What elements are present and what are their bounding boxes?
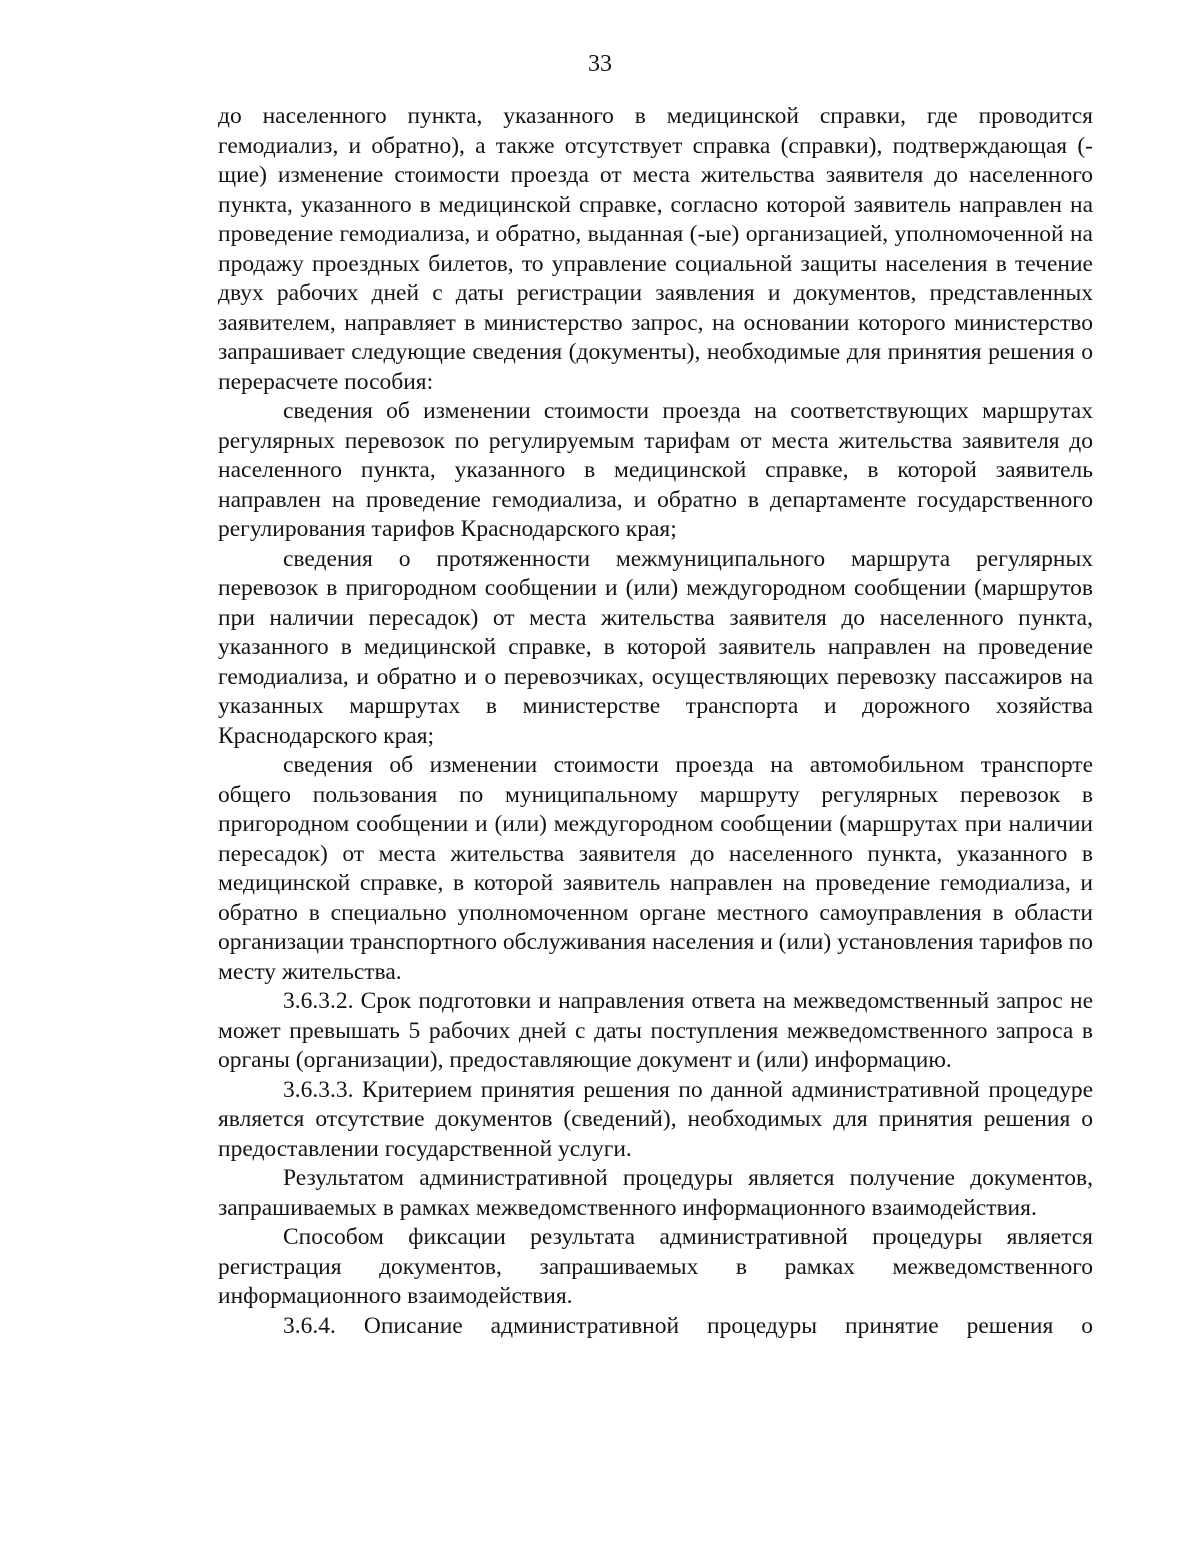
paragraph-3-6-4: 3.6.4. Описание административной процедуры принятие решения о — [283, 1312, 1093, 1339]
paragraph-municipal-route-info: сведения об изменении стоимости проезда на автомобильном транспорте общего пользования по муниципальному маршруту регулярных перевозок в пригородном сообщении и (или) междугородном сообщении (маршрутах при наличии пересадок) от места жительства заявителя до населенного пункта, указанного в медицинской справке, в которой заявитель направлен на проведение гемодиализа, и обратно в специально уполномоченном органе местного самоуправления в области организации транспортного обслуживания населения и (или) установления тарифов по месту жительства. — [218, 752, 1093, 985]
paragraph-continuation: до населенного пункта, указанного в медицинской справки, где проводится гемодиализ, и обратно), а также отсутствует справка (справки), подтверждающая (-щие) изменение стоимости проезда от места жительства заявителя до населенного пункта, указанного в медицинской справке, согласно которой заявитель направлен на проведение гемодиализа, и обратно, выданная (-ые) организацией, уполномоченной на продажу проездных билетов, то управление социальной защиты населения в течение двух рабочих дней с даты регистрации заявления и документов, представленных заявителем, направляет в министерство запрос, на основании которого министерство запрашивает следующие сведения (документы), необходимые для принятия решения о перерасчете пособия: — [218, 103, 1093, 395]
paragraph-route-length-info: сведения о протяженности межмуниципального маршрута регулярных перевозок в пригородном сообщении и (или) междугородном сообщении (маршрутов при наличии пересадок) от места жительства заявителя до населенного пункта, указанного в медицинской справке, в которой заявитель направлен на проведение гемодиализа, и обратно и о перевозчиках, осуществляющих перевозку пассажиров на указанных маршрутах в министерстве транспорта и дорожного хозяйства Краснодарского края; — [218, 545, 1093, 749]
paragraph-tariff-info: сведения об изменении стоимости проезда на соответствующих маршрутах регулярных перевозок по регулируемым тарифам от места жительства заявителя до населенного пункта, указанного в медицинской справке, в которой заявитель направлен на проведение гемодиализа, и обратно в департаменте государственного регулирования тарифов Краснодарского края; — [218, 398, 1093, 542]
page-number: 33 — [588, 51, 612, 77]
paragraph-3-6-3-3: 3.6.3.3. Критерием принятия решения по данной административной процедуре является отсутствие документов (сведений), необходимых для принятия решения о предоставлении государственной услуги. — [218, 1076, 1093, 1162]
paragraph-fixation: Способом фиксации результата административной процедуры является регистрация документов, запрашиваемых в рамках межведомственного информационного взаимодействия. — [218, 1224, 1093, 1309]
paragraph-result: Результатом административной процедуры является получение документов, запрашиваемых в рамках межведомственного информационного взаимодействия. — [218, 1165, 1093, 1221]
paragraph-3-6-3-2: 3.6.3.2. Срок подготовки и направления ответа на межведомственный запрос не может превышать 5 рабочих дней с даты поступления межведомственного запроса в органы (организации), предоставляющие документ и (или) информацию. — [218, 988, 1093, 1073]
document-body — [218, 102, 1093, 1341]
